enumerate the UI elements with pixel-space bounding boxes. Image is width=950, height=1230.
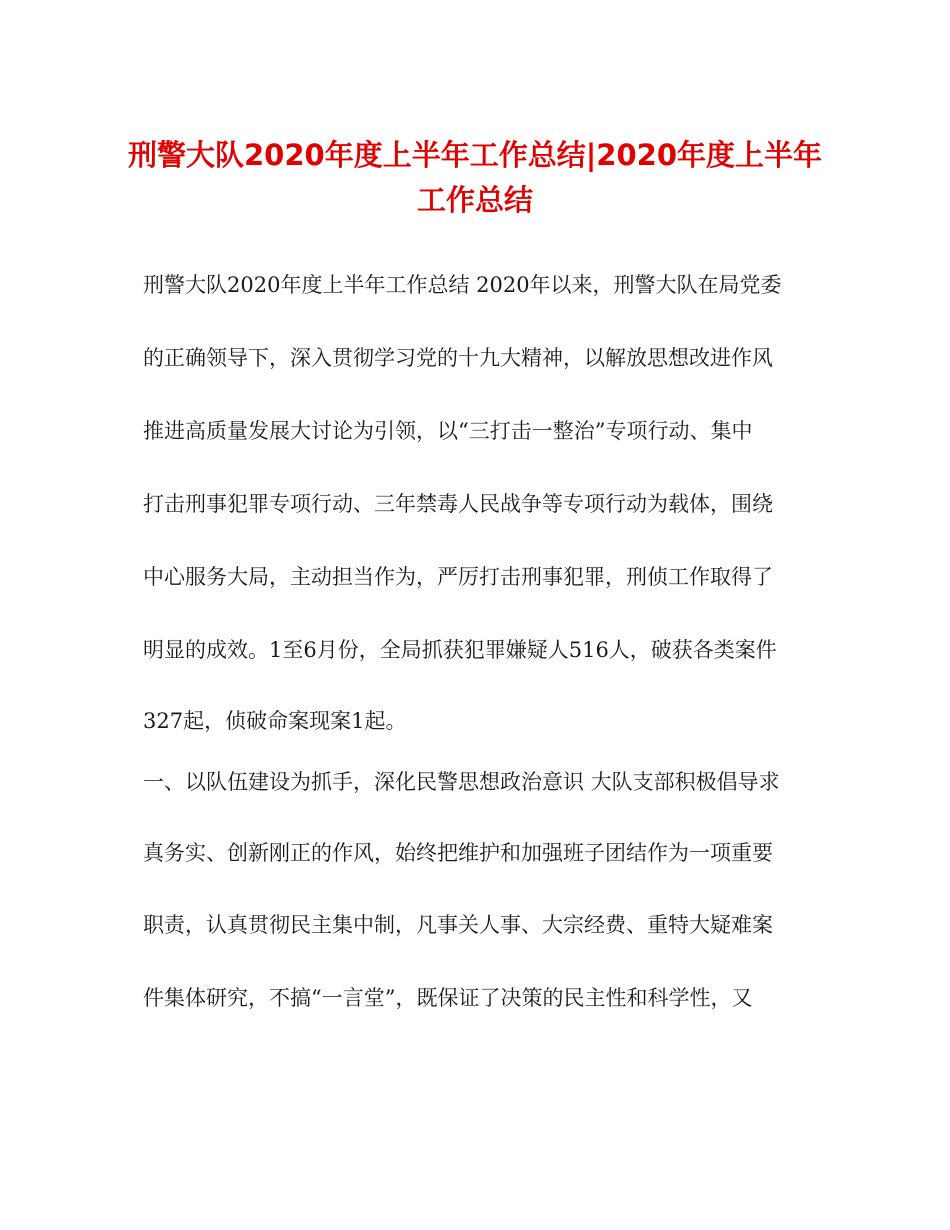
body-text-line: 打击刑事犯罪专项行动、三年禁毒人民战争等专项行动为载体，围绕 (143, 492, 773, 516)
body-text-line: 推进高质量发展大讨论为引领，以“三打击一整治”专项行动、集中 (143, 419, 753, 443)
body-text-line: 刑警大队2020年度上半年工作总结 2020年以来，刑警大队在局党委 (143, 273, 782, 297)
body-text-line: 中心服务大局，主动担当作为，严厉打击刑事犯罪，刑侦工作取得了 (143, 565, 773, 589)
body-text-line: 真务实、创新刚正的作风，始终把维护和加强班子团结作为一项重要 (143, 841, 773, 865)
body-text-line: 的正确领导下，深入贯彻学习党的十九大精神，以解放思想改进作风 (143, 346, 773, 370)
body-text-line: 职责，认真贯彻民主集中制，凡事关人事、大宗经费、重特大疑难案 (143, 913, 773, 937)
body-text-line: 明显的成效。1至6月份，全局抓获犯罪嫌疑人516人，破获各类案件 (143, 638, 777, 662)
body-text-line: 327起，侦破命案现案1起。 (143, 709, 407, 733)
document-title-line-2: 工作总结 (416, 183, 533, 217)
body-text-line: 件集体研究，不搞“一言堂”，既保证了决策的民主性和科学性，又 (143, 986, 753, 1010)
document-title-line-1: 刑警大队2020年度上半年工作总结|2020年度上半年 (127, 138, 823, 172)
body-text-line: 一、以队伍建设为抓手，深化民警思想政治意识 大队支部积极倡导求 (143, 770, 780, 794)
